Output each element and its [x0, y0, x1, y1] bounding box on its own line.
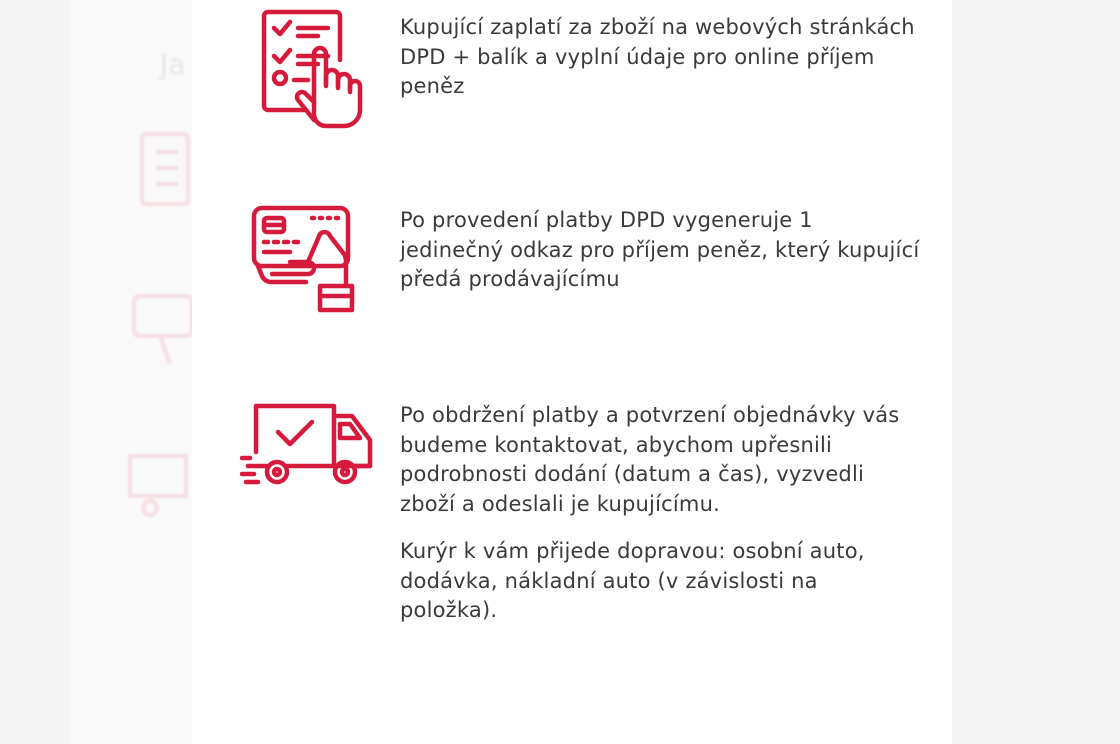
step-3-text	[400, 401, 920, 626]
ghost-truck-icon	[120, 450, 200, 520]
step-1-text	[400, 13, 920, 102]
checklist-hand-icon	[258, 6, 364, 132]
ghost-heading: Ja	[160, 48, 186, 81]
step-2-text	[400, 206, 920, 295]
step-3-description: Po obdržení platby a potvrzení objednávky vás budeme kontaktovat, abychom upřesnili podrobnosti dodání (datum a čas), vyzvedli zboží a odeslali je kupujícímu.	[400, 403, 900, 516]
ghost-card-icon	[130, 290, 200, 370]
card-hand-icon	[250, 204, 368, 316]
step-1-description: Kupující zaplatí za zboží na webových stránkách DPD + balík a vyplní údaje pro online příjem peněz	[400, 15, 915, 98]
how-it-works-panel	[192, 0, 952, 744]
delivery-truck-icon	[240, 400, 376, 492]
step-2-description: Po provedení platby DPD vygeneruje 1 jedinečný odkaz pro příjem peněz, který kupující předá prodávajícímu	[400, 208, 920, 291]
ghost-checklist-icon	[138, 130, 198, 210]
step-3-courier-note: Kurýr k vám přijede dopravou: osobní auto, dodávka, nákladní auto (v závislosti na položka).	[400, 539, 865, 622]
